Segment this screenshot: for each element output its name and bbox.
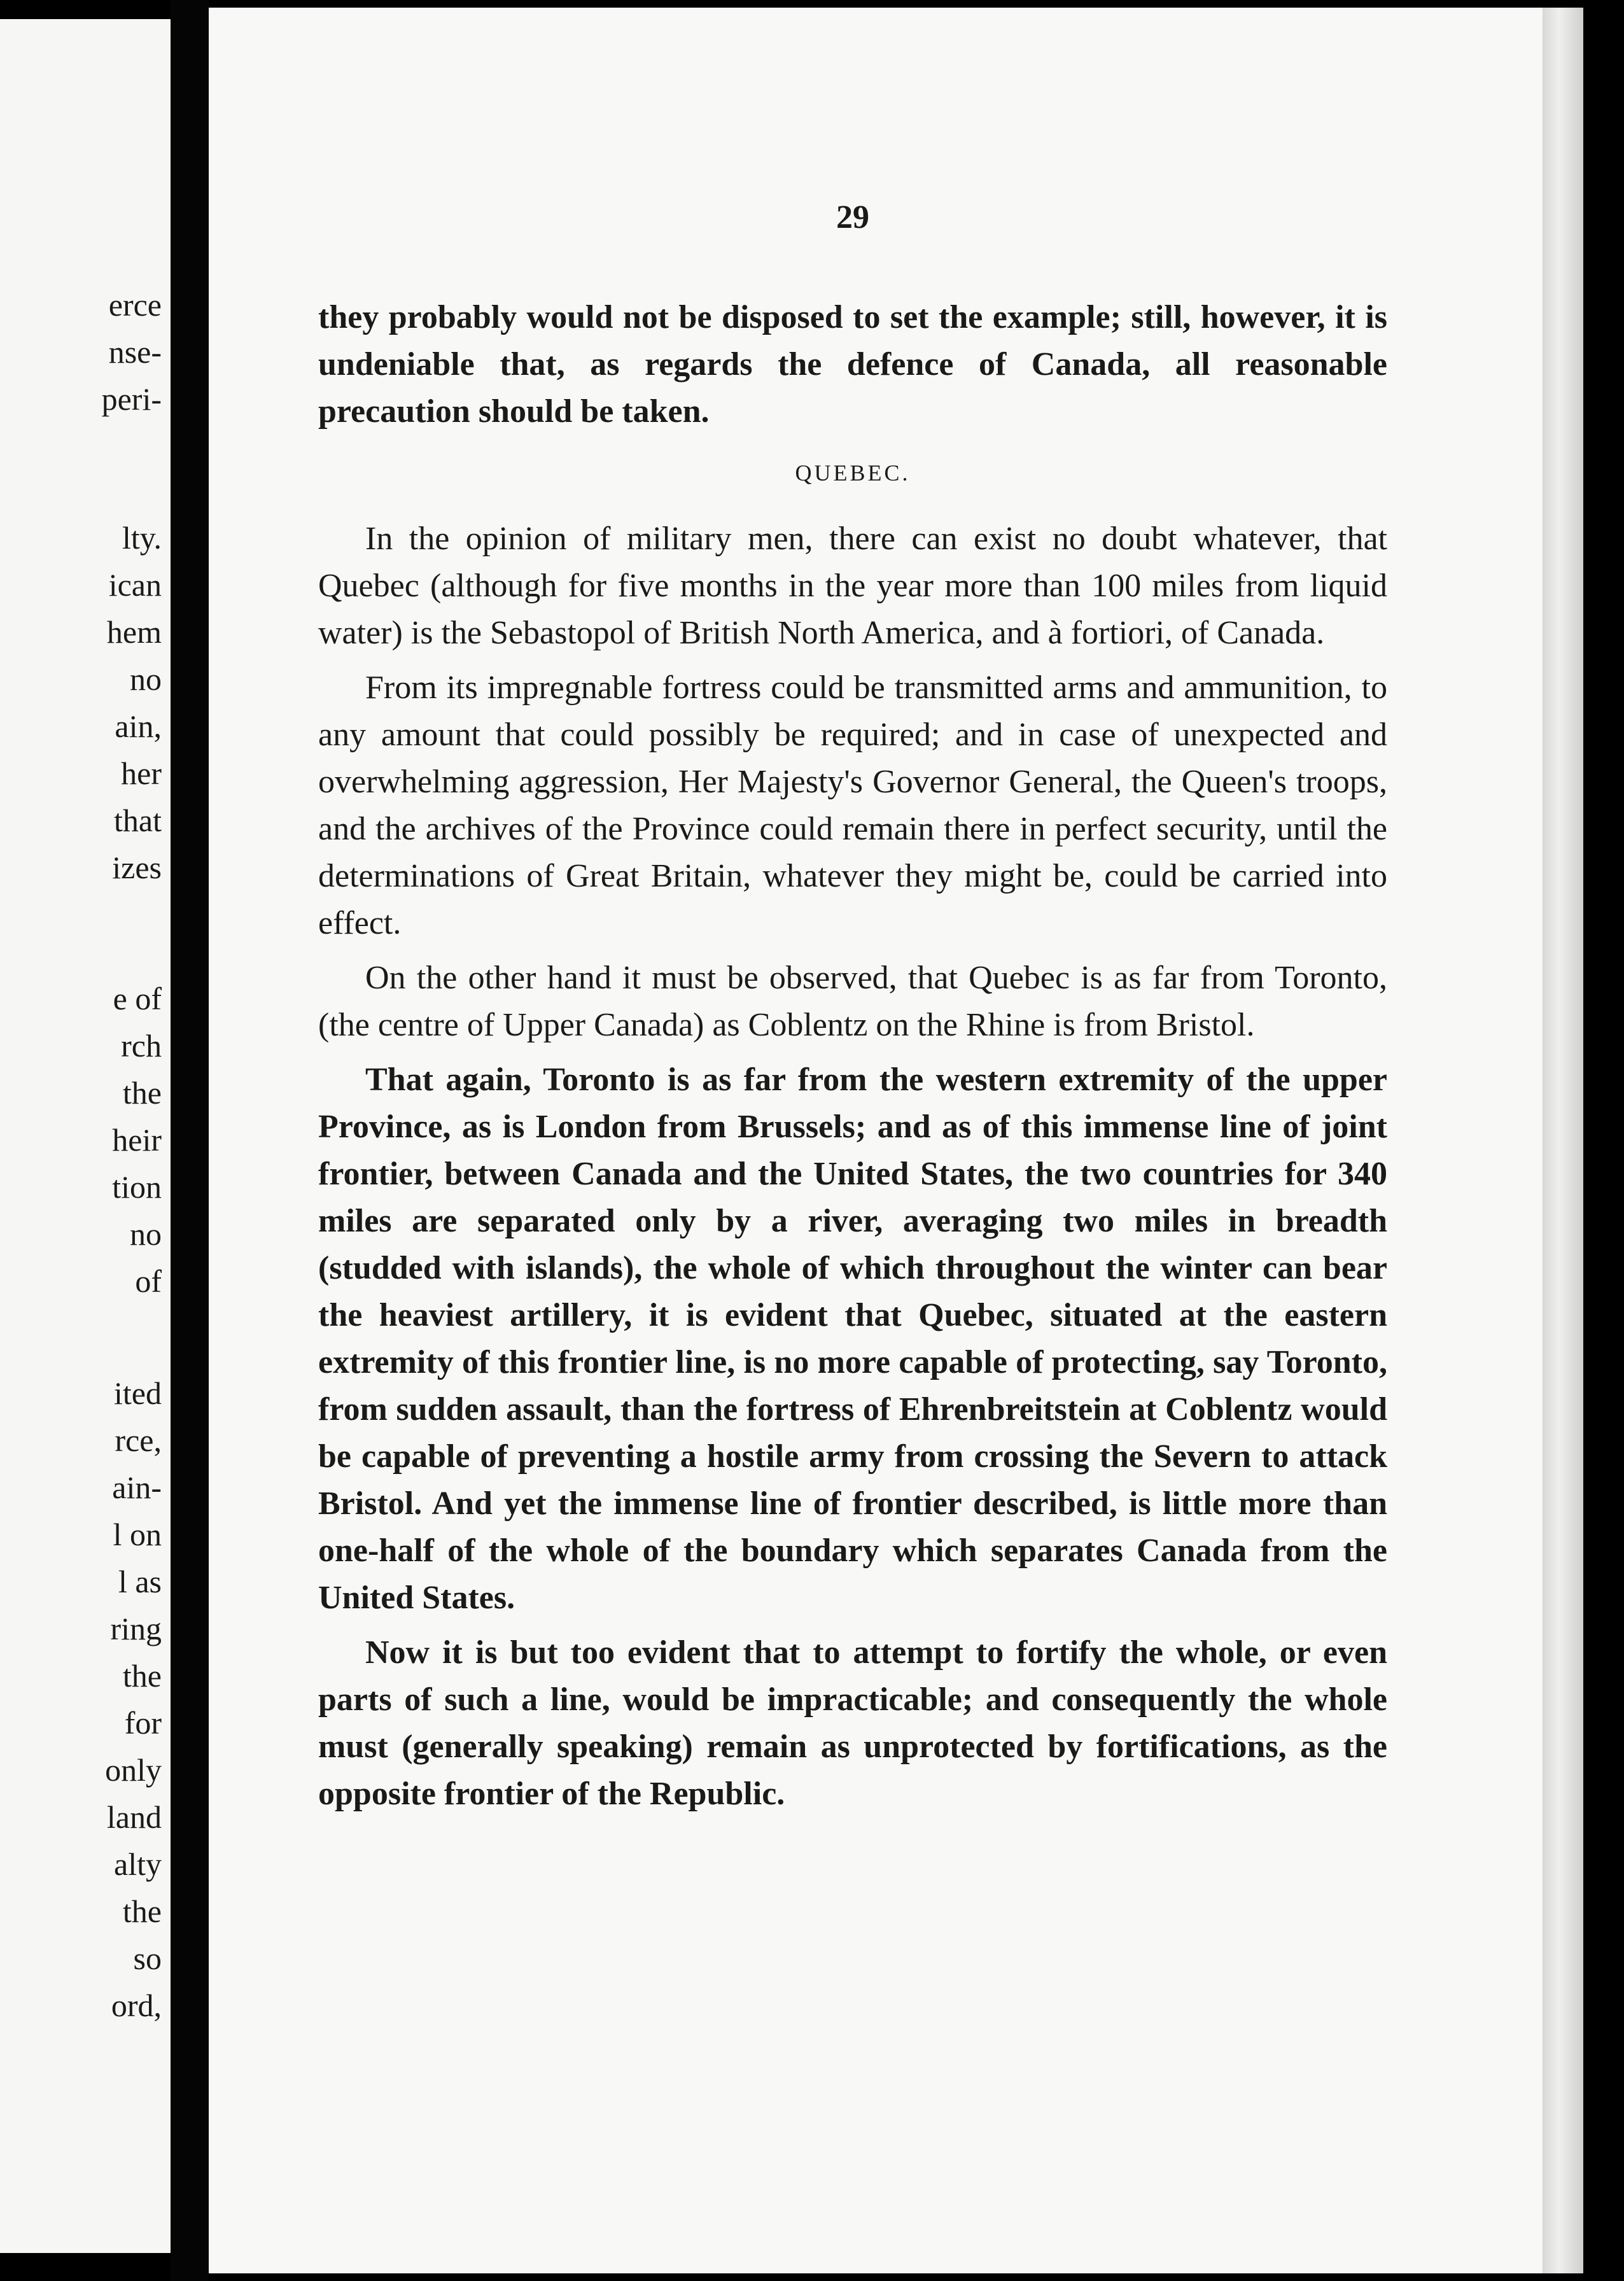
right-page xyxy=(209,8,1583,2273)
left-fragment: izes xyxy=(112,850,162,885)
left-fragment: for xyxy=(124,1705,162,1741)
left-fragment: tion xyxy=(112,1169,162,1205)
left-fragment: l as xyxy=(118,1564,162,1599)
left-fragment: heir xyxy=(112,1122,162,1158)
page-edge xyxy=(1543,8,1583,2273)
left-fragment: ited xyxy=(114,1375,162,1411)
section-heading: QUEBEC. xyxy=(795,460,911,486)
left-fragment: erce xyxy=(108,287,162,323)
left-page-text-fragments xyxy=(0,19,171,2253)
left-fragment: alty xyxy=(114,1846,162,1882)
left-fragment: the xyxy=(122,1075,162,1111)
paragraph: That again, Toronto is as far from the western extremity of the upper Province, as is London from Brussels; and as of this immense line of joint frontier, between Canada and the United States, the two countries for 340 miles are separated only by a river, averaging two miles in breadth (studded with islands), the whole of which throughout the winter can bear the heaviest artillery, it is evident that Quebec, situated at the eastern extremity of this frontier line, is no more capable of protecting, say Toronto, from sudden assault, than the fortress of Ehrenbreitstein at Coblentz would be capable of preventing a hostile army from crossing the Severn to attack Bristol. And yet the immense line of frontier described, is little more than one-half of the whole of the boundary which separates Canada from the United States. xyxy=(318,1062,1387,1616)
page-body xyxy=(318,294,1387,1825)
left-fragment: the xyxy=(122,1658,162,1694)
left-fragment: ain- xyxy=(112,1470,162,1505)
page-number: 29 xyxy=(836,199,869,235)
left-fragment: ord, xyxy=(111,1988,162,2023)
left-fragment: lty. xyxy=(122,520,162,556)
left-fragment: e of xyxy=(113,981,162,1016)
left-fragment: of xyxy=(135,1263,162,1299)
left-fragment: peri- xyxy=(101,381,162,417)
left-fragment: her xyxy=(121,755,162,791)
paragraph: From its impregnable fortress could be transmitted arms and ammunition, to any amount that could possibly be required; and in case of unexpected and overwhelming aggression, Her Majesty's Governor General, the Queen's troops, and the archives of the Province could remain there in perfect security, until the determinations of Great Britain, whatever they might be, could be carried into effect. xyxy=(318,670,1387,941)
paragraph: Now it is but too evident that to attempt to fortify the whole, or even parts of such a line, would be impracticable; and consequently the whole must (generally speaking) remain as unprotected by fortifications, as the opposite frontier of the Republic. xyxy=(318,1634,1387,1812)
left-fragment: l on xyxy=(113,1517,162,1552)
left-fragment: that xyxy=(114,803,162,838)
book-gutter xyxy=(171,0,209,2281)
left-fragment: the xyxy=(122,1893,162,1929)
left-fragment: so xyxy=(133,1941,162,1976)
left-fragment: ring xyxy=(110,1611,162,1646)
paragraph: In the opinion of military men, there can exist no doubt whatever, that Quebec (although for five months in the year more than 100 miles from liquid water) is the Sebastopol of British North America, and à fortiori, of Canada. xyxy=(318,521,1387,651)
left-fragment: only xyxy=(105,1752,162,1788)
left-fragment: rch xyxy=(121,1028,162,1063)
paragraph-continuation: they probably would not be disposed to set the example; still, however, it is undeniable that, as regards the defence of Canada, all reasonable precaution should be taken. xyxy=(318,299,1387,430)
left-fragment: ican xyxy=(108,567,162,603)
left-fragment: ain, xyxy=(115,708,162,744)
left-page xyxy=(0,19,171,2253)
left-fragment: no xyxy=(130,661,162,697)
left-fragment: no xyxy=(130,1216,162,1252)
left-fragment: nse- xyxy=(108,334,162,370)
paragraph: On the other hand it must be observed, that Quebec is as far from Toronto, (the centre of Upper Canada) as Coblentz on the Rhine is from Bristol. xyxy=(318,960,1387,1043)
left-fragment: land xyxy=(106,1799,162,1835)
left-fragment: rce, xyxy=(115,1422,162,1458)
left-fragment: hem xyxy=(106,614,162,650)
